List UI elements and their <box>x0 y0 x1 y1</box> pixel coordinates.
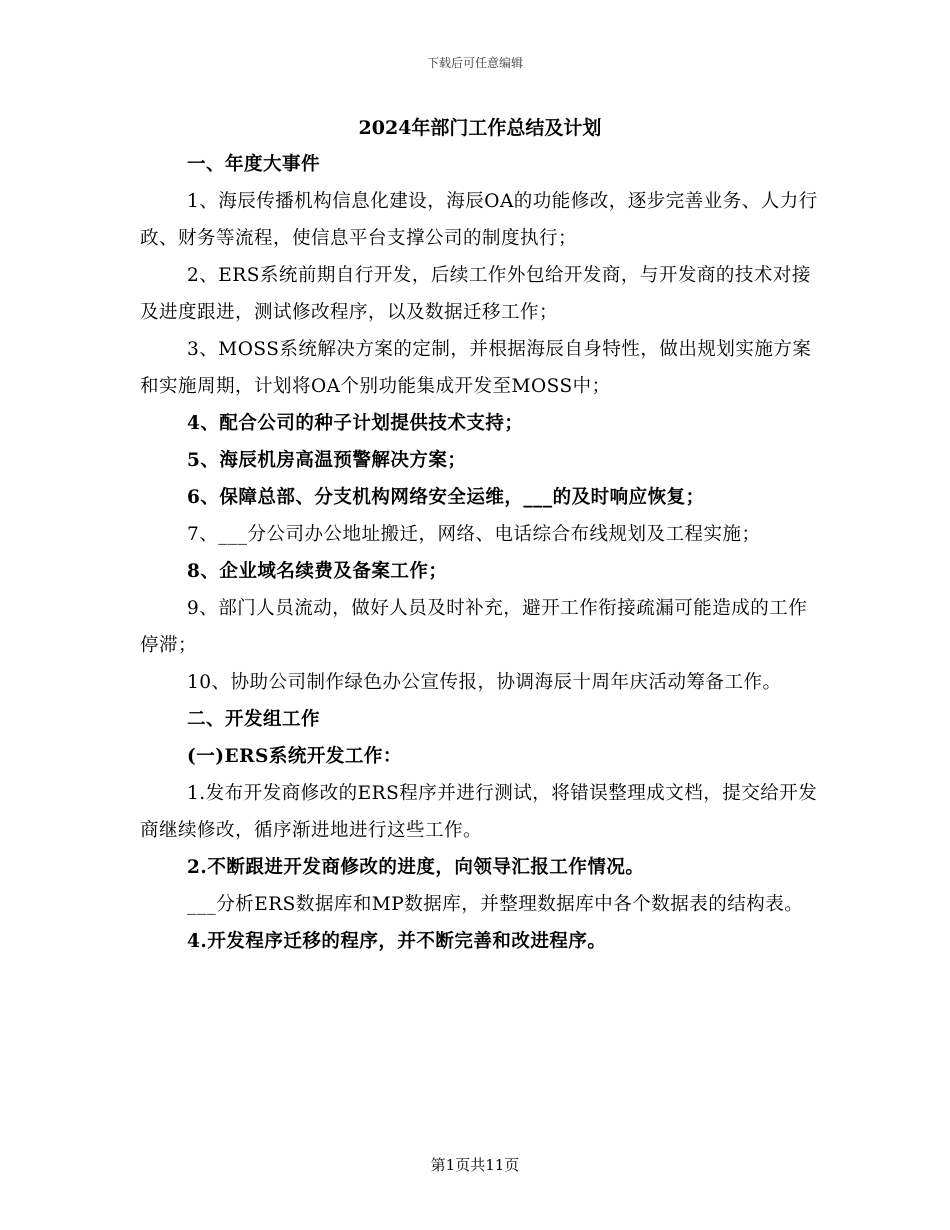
document-title: 2024年部门工作总结及计划 <box>358 117 602 139</box>
document-body <box>140 112 820 960</box>
section-heading: 4.开发程序迁移的程序，并不断完善和改进程序。 <box>187 931 607 952</box>
section-heading: 8、企业域名续费及备案工作； <box>187 561 448 582</box>
body-paragraph: 7、___分公司办公地址搬迁，网络、电话综合布线规划及工程实施； <box>187 524 761 545</box>
page-footer: 第1页共11页 <box>430 1156 520 1174</box>
section-heading: 6、保障总部、分支机构网络安全运维，___的及时响应恢复； <box>187 487 705 508</box>
section-heading: 2.不断跟进开发商修改的进度，向领导汇报工作情况。 <box>187 857 645 878</box>
body-paragraph: 1、海辰传播机构信息化建设，海辰OA的功能修改，逐步完善业务、人力行政、财务等流程，使信息平台支撑公司的制度执行； <box>140 191 818 249</box>
body-paragraph: 1.发布开发商修改的ERS程序并进行测试，将错误整理成文档，提交给开发商继续修改，循序渐进地进行这些工作。 <box>140 783 818 841</box>
body-paragraph: 10、协助公司制作绿色办公宣传报，协调海辰十周年庆活动筹备工作。 <box>187 672 782 693</box>
paragraph-list <box>140 146 820 960</box>
body-paragraph: 9、部门人员流动，做好人员及时补充，避开工作衔接疏漏可能造成的工作停滞； <box>140 598 808 656</box>
section-heading: 二、开发组工作 <box>187 709 321 730</box>
body-paragraph: ___分析ERS数据库和MP数据库，并整理数据库中各个数据表的结构表。 <box>187 894 804 915</box>
section-heading: (一)ERS系统开发工作： <box>187 746 402 767</box>
body-paragraph: 3、MOSS系统解决方案的定制，并根据海辰自身特性，做出规划实施方案和实施周期，计划将OA个别功能集成开发至MOSS中； <box>140 339 812 397</box>
body-paragraph: 2、ERS系统前期自行开发，后续工作外包给开发商，与开发商的技术对接及进度跟进，测试修改程序，以及数据迁移工作； <box>140 265 811 323</box>
page-header-note: 下载后可任意编辑 <box>426 56 523 70</box>
section-heading: 一、年度大事件 <box>187 154 321 175</box>
section-heading: 5、海辰机房高温预警解决方案； <box>187 450 467 471</box>
section-heading: 4、配合公司的种子计划提供技术支持； <box>187 413 524 434</box>
